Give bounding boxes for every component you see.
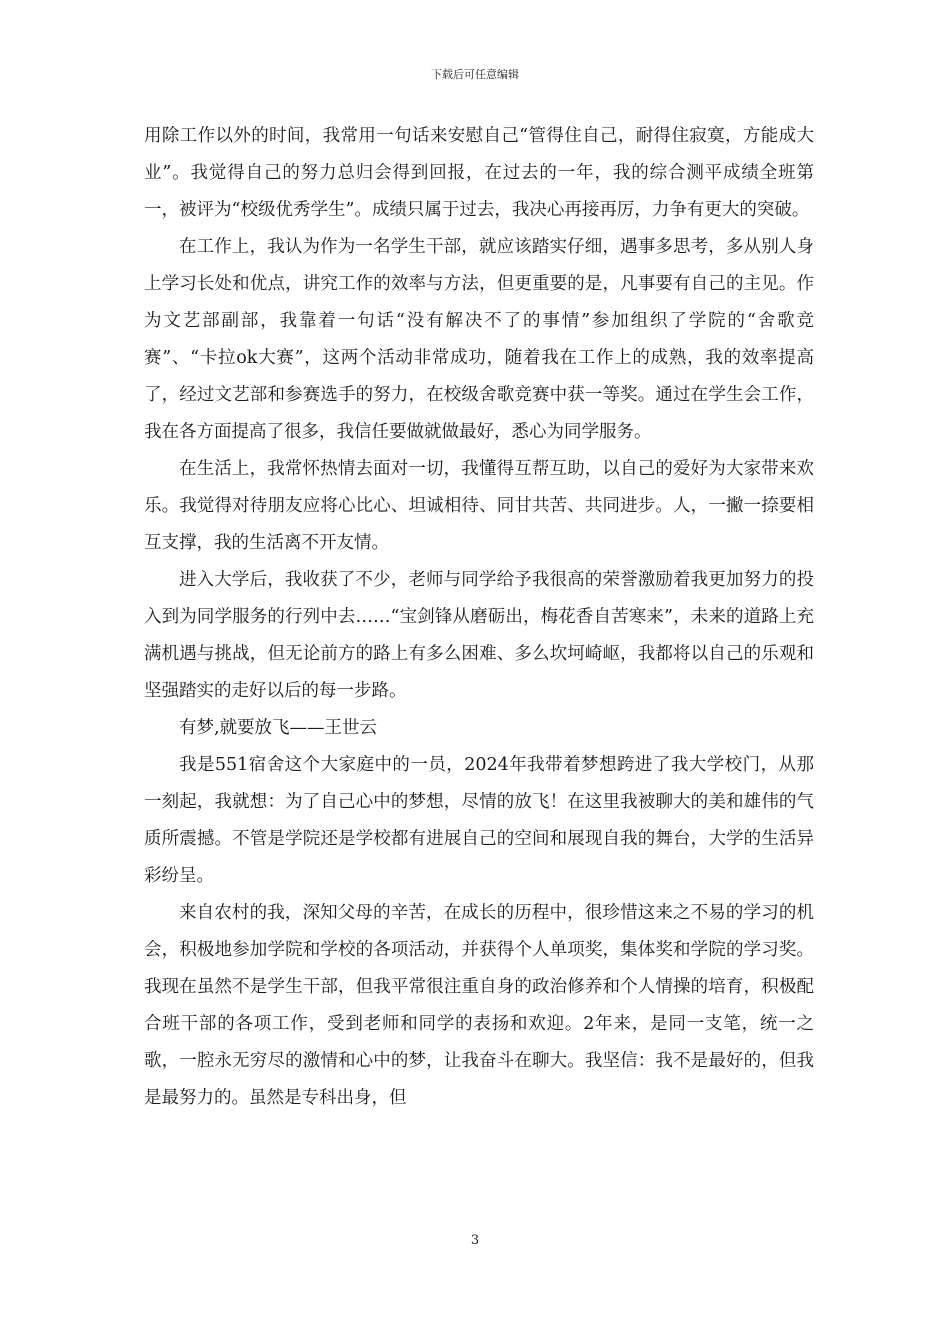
section-heading: 有梦,就要放飞——王世云 (179, 718, 378, 738)
paragraph: 用除工作以外的时间，我常用一句话来安慰自己“管得住自己，耐得住寂寞，方能成大业”。我觉得自己的努力总归会得到回报，在过去的一年，我的综合测平成绩全班第一，被评为“校级优秀学生”。成绩只属于过去，我决心再接再厉，力争有更大的突破。 (144, 126, 814, 220)
paragraph: 来自农村的我，深知父母的辛苦，在成长的历程中，很珍惜这来之不易的学习的机会，积极地参加学院和学校的各项活动，并获得个人单项奖，集体奖和学院的学习奖。我现在虽然不是学生干部，但我平常很注重自身的政治修养和个人情操的培育，积极配合班干部的各项工作，受到老师和同学的表扬和欢迎。2年来，是同一支笔，统一之歌，一腔永无穷尽的激情和心中的梦，让我奋斗在聊大。我坚信：我不是最好的，但我是最努力的。虽然是专科出身，但 (144, 903, 814, 1108)
paragraph: 在生活上，我常怀热情去面对一切，我懂得互帮互助，以自己的爱好为大家带来欢乐。我觉得对待朋友应将心比心、坦诚相待、同甘共苦、共同进步。人，一撇一捺要相互支撑，我的生活离不开友情。 (144, 459, 814, 553)
document-body (144, 118, 814, 1117)
page-header: 下载后可任意编辑 (431, 68, 519, 81)
paragraph: 在工作上，我认为作为一名学生干部，就应该踏实仔细，遇事多思考，多从别人身上学习长处和优点，讲究工作的效率与方法，但更重要的是，凡事要有自己的主见。作为文艺部副部，我靠着一句话“没有解决不了的事情”参加组织了学院的“舍歌竞赛”、“卡拉ok大赛”，这两个活动非常成功，随着我在工作上的成熟，我的效率提高了，经过文艺部和参赛选手的努力，在校级舍歌竞赛中获一等奖。通过在学生会工作，我在各方面提高了很多，我信任要做就做最好，悉心为同学服务。 (144, 237, 814, 442)
paragraph: 进入大学后，我收获了不少，老师与同学给予我很高的荣誉激励着我更加努力的投入到为同学服务的行列中去……“宝剑锋从磨砺出，梅花香自苦寒来”，未来的道路上充满机遇与挑战，但无论前方的路上有多么困难、多么坎坷崎岖，我都将以自己的乐观和坚强踏实的走好以后的每一步路。 (144, 570, 814, 701)
page-number: 3 (470, 1233, 480, 1248)
paragraph: 我是551宿舍这个大家庭中的一员，2024年我带着梦想跨进了我大学校门，从那一刻起，我就想：为了自己心中的梦想，尽情的放飞！在这里我被聊大的美和雄伟的气质所震撼。不管是学院还是学校都有进展自己的空间和展现自我的舞台，大学的生活异彩纷呈。 (144, 755, 814, 886)
